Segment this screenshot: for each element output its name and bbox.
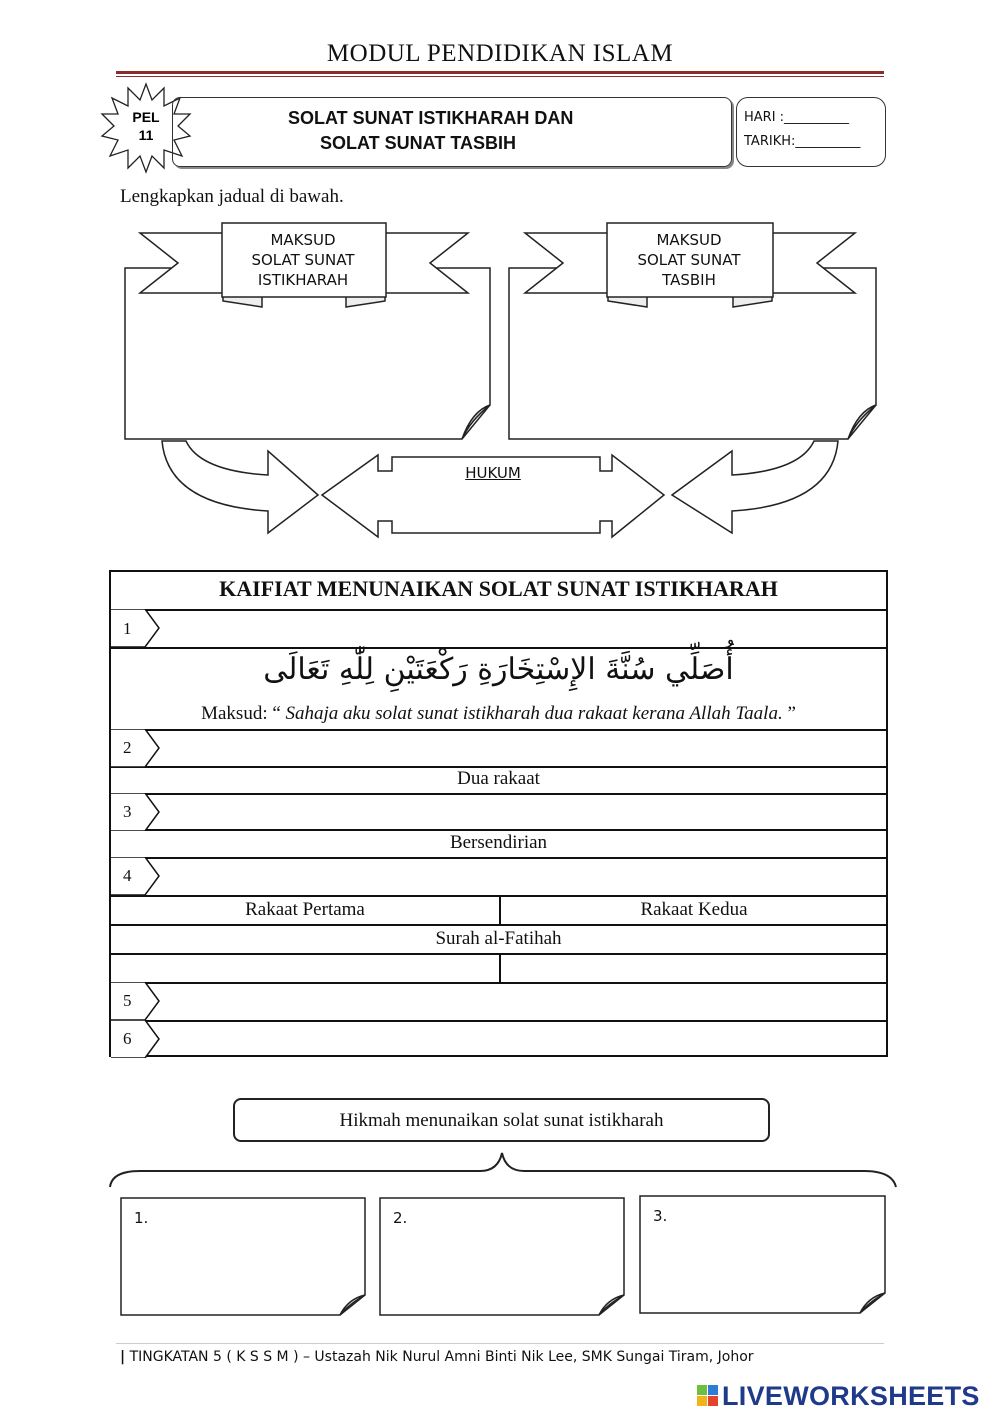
step-number: 1: [123, 619, 132, 638]
hari-field[interactable]: HARI :__________: [744, 110, 850, 125]
header-rule: [116, 71, 884, 74]
step-6-tab: [111, 1020, 161, 1058]
hikmah-note-2: [380, 1198, 624, 1315]
curved-arrow-icon: [162, 441, 318, 533]
lesson-title-line2: SOLAT SUNAT TASBIH: [320, 133, 516, 153]
step-number: 5: [123, 991, 132, 1010]
liveworksheets-logo-icon: [696, 1384, 720, 1408]
hikmah-note-1: [121, 1198, 365, 1315]
header-rule-thin: [116, 76, 884, 77]
curly-brace-icon: [110, 1153, 896, 1187]
ribbon-line: SOLAT SUNAT: [637, 251, 741, 269]
rakaat-pertama-answer[interactable]: [113, 955, 497, 981]
ribbon-line: SOLAT SUNAT: [251, 251, 355, 269]
hikmah-item-number: 2.: [393, 1209, 408, 1227]
rakaat-pertama: Rakaat Pertama: [245, 899, 365, 920]
step-1-tab: [111, 609, 161, 647]
rakaat-kedua-answer[interactable]: [503, 955, 886, 981]
curved-arrow-icon: [672, 441, 838, 533]
step-number: 3: [123, 802, 132, 821]
bersendirian: Bersendirian: [449, 832, 548, 853]
step-number: 4: [123, 866, 132, 885]
kaifiat-table: [109, 570, 888, 1057]
hikmah-item-number: 3.: [653, 1207, 668, 1225]
badge-line1: PEL: [132, 109, 160, 125]
module-title: MODUL PENDIDIKAN ISLAM: [326, 40, 674, 67]
dua-rakaat: Dua rakaat: [457, 768, 540, 789]
instruction: Lengkapkan jadual di bawah.: [120, 186, 344, 207]
ribbon-line: TASBIH: [662, 271, 716, 289]
date-box: [736, 97, 886, 167]
niat-arabic: أُصَلِّي سُنَّةَ الإِسْتِخَارَةِ رَكْعَتَيْنِ لِلّٰهِ تَعَالَى: [263, 652, 734, 687]
ribbon-tasbih-label: [607, 230, 771, 290]
step-number: 2: [123, 738, 132, 757]
surah-fatihah: Surah al-Fatihah: [435, 928, 562, 949]
liveworksheets-logo[interactable]: LIVEWORKSHEETS: [722, 1381, 980, 1411]
niat-maksud: Maksud: “ Sahaja aku solat sunat istikharah dua rakaat kerana Allah Taala. ”: [201, 703, 796, 724]
ribbon-line: ISTIKHARAH: [257, 271, 349, 289]
ribbon-line: MAKSUD: [656, 231, 722, 249]
hikmah-item-number: 1.: [134, 1209, 149, 1227]
badge-line2: 11: [138, 127, 154, 143]
footer-text: | TINGKATAN 5 ( K S S M ) – Ustazah Nik Nurul Amni Binti Nik Lee, SMK Sungai Tiram, Johor: [120, 1349, 754, 1365]
step-3-tab: [111, 793, 161, 831]
step-2-tab: [111, 729, 161, 767]
hikmah-notes: [0, 1145, 1000, 1325]
lesson-title-line1: SOLAT SUNAT ISTIKHARAH DAN: [288, 108, 574, 128]
hikmah-note-3: [640, 1196, 885, 1313]
maksud-hukum-diagram: [0, 215, 1000, 555]
ribbon-line: MAKSUD: [270, 231, 336, 249]
step-number: 6: [123, 1029, 132, 1048]
ribbon-istikharah-label: [222, 230, 384, 290]
hukum-label: HUKUM: [465, 464, 521, 482]
hikmah-title: Hikmah menunaikan solat sunat istikharah: [339, 1110, 664, 1131]
step-5-tab: [111, 982, 161, 1020]
rakaat-kedua: Rakaat Kedua: [640, 899, 748, 920]
hikmah-box: [233, 1098, 770, 1142]
tarikh-field[interactable]: TARIKH:__________: [744, 134, 861, 149]
kaifiat-title: KAIFIAT MENUNAIKAN SOLAT SUNAT ISTIKHARAH: [219, 576, 778, 601]
step-4-tab: [111, 857, 161, 895]
footer-divider: [116, 1343, 884, 1344]
